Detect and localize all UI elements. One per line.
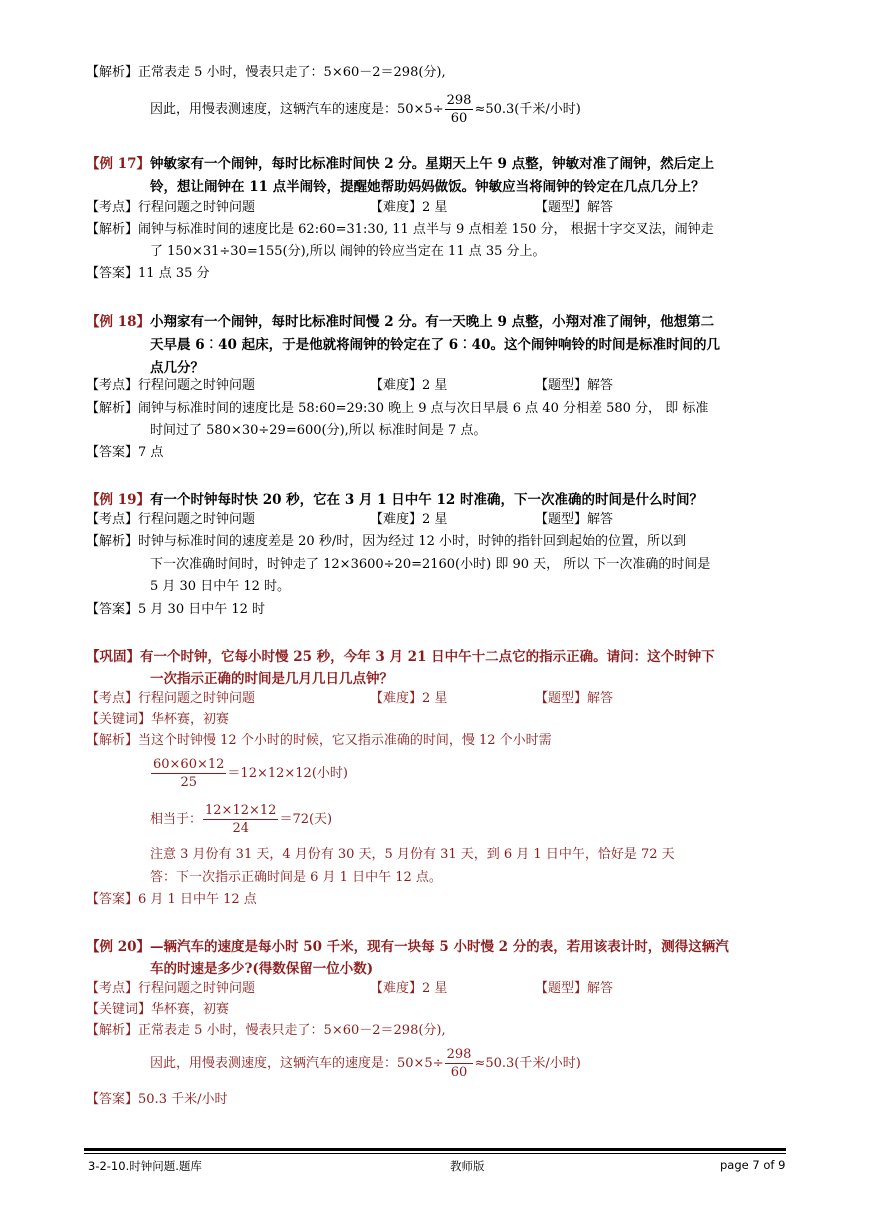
ex18-meta: 【考点】行程问题之时钟问题: [86, 378, 256, 393]
example-label: 【例 19】: [86, 492, 150, 508]
ex19-meta: 【考点】行程问题之时钟问题: [86, 512, 256, 527]
ex19-jiexi-line3: 5 月 30 日中午 12 时。: [150, 579, 291, 594]
ex18-question-line3: 点几分？: [150, 360, 204, 376]
ex20-meta: 【考点】行程问题之时钟问题: [86, 981, 256, 996]
ex19-answer: 【答案】5 月 30 日中午 12 时: [86, 602, 266, 617]
footer-rule-thick: [84, 1148, 786, 1151]
ex17-difficulty: 【难度】2 星: [370, 200, 448, 215]
footer-edition: 教师版: [450, 1159, 485, 1173]
ex20-keywords: 【关键词】华杯赛，初赛: [86, 1002, 230, 1017]
ex18-type: 【题型】解答: [535, 378, 614, 393]
fraction: $\frac{60\times 60\times 12}{25}$: [153, 757, 225, 790]
top-jiexi-line1: 【解析】正常表走 5 小时，慢表只走了：5×60－2＝298(分),: [86, 65, 446, 80]
footer-rule-thin: [84, 1153, 786, 1154]
gonggu-jiexi-line5: 答：下一次指示正确时间是 6 月 1 日中午 12 点。: [150, 870, 442, 885]
ex20-answer: 【答案】50.3 千米/小时: [86, 1092, 228, 1107]
gonggu-keywords: 【关键词】华杯赛，初赛: [86, 712, 230, 727]
gonggu-meta: 【考点】行程问题之时钟问题: [86, 691, 256, 706]
ex17-answer: 【答案】11 点 35 分: [86, 266, 210, 281]
gonggu-formula1: $\frac{60\times 60\times 12}{25}$ ＝12×12×12(小时): [153, 757, 348, 790]
gonggu-answer: 【答案】6 月 1 日中午 12 点: [86, 892, 257, 907]
ex18-question-line1: 【例 18】小翔家有一个闹钟，每时比标准时间慢 2 分。有一天晚上 9 点整，小翔对准了闹钟，他想第二: [86, 314, 715, 330]
ex19-type: 【题型】解答: [535, 512, 614, 527]
ex20-question-line1: 【例 20】—辆汽车的速度是每小时 50 千米，现有一块每 5 小时慢 2 分的表，若用该表计时，测得这辆汽: [86, 939, 729, 955]
ex19-difficulty: 【难度】2 星: [370, 512, 448, 527]
ex20-type: 【题型】解答: [535, 981, 614, 996]
ex19-jiexi-line2: 下一次准确时间时，时钟走了 12×3600÷20=2160(小时) 即 90 天， 所以 下一次准确的时间是: [150, 557, 711, 572]
ex20-question-line2: 车的时速是多少?(得数保留一位小数): [150, 961, 374, 977]
gonggu-jiexi-line4: 注意 3 月份有 31 天，4 月份有 30 天，5 月份有 31 天，到 6 月 1 日中午，恰好是 72 天: [150, 847, 675, 862]
example-label: 【例 18】: [86, 314, 150, 330]
ex17-type: 【题型】解答: [535, 200, 614, 215]
gonggu-type: 【题型】解答: [535, 691, 614, 706]
ex18-jiexi-line1: 【解析】闹钟与标准时间的速度比是 58:60=29:30 晚上 9 点与次日早晨 6 点 40 分相差 580 分， 即 标准: [86, 401, 709, 416]
ex17-question-line1: 【例 17】钟敏家有一个闹钟，每时比标准时间快 2 分。星期天上午 9 点整，钟敏对准了闹钟，然后定上: [86, 156, 715, 172]
ex20-jiexi-line2: 因此，用慢表测速度，这辆汽车的速度是：50×5÷ $\frac{298}{60}$ ≈50.3(千米/小时): [150, 1047, 581, 1080]
example-label: 【巩固】: [86, 649, 140, 665]
top-jiexi-line2: 因此，用慢表测速度，这辆汽车的速度是：50×5÷ $\frac{298}{60}$ ≈50.3(千米/小时): [150, 93, 581, 126]
ex17-question-line2: 铃，想让闹钟在 11 点半闹铃，提醒她帮助妈妈做饭。钟敏应当将闹钟的铃定在几点几分上？: [150, 179, 705, 195]
gonggu-formula2: 相当于： $\frac{12\times 12\times 12}{24}$ ＝72(天): [150, 803, 333, 836]
ex20-difficulty: 【难度】2 星: [370, 981, 448, 996]
fraction: $\frac{298}{60}$: [446, 1047, 472, 1080]
ex18-question-line2: 天早晨 6︰40 起床，于是他就将闹钟的铃定在了 6︰40。这个闹钟响铃的时间是标准时间的几: [150, 337, 720, 353]
gonggu-jiexi-line1: 【解析】当这个时钟慢 12 个小时的时候，它又指示准确的时间，慢 12 个小时需: [86, 733, 552, 748]
ex18-difficulty: 【难度】2 星: [370, 378, 448, 393]
jiexi-tag: 【解析】: [86, 65, 139, 80]
ex19-jiexi-line1: 【解析】时钟与标准时间的速度差是 20 秒/时，因为经过 12 小时，时钟的指针回到起始的位置，所以到: [86, 534, 687, 549]
ex17-jiexi-line2: 了 150×31÷30=155(分),所以 闹钟的铃应当定在 11 点 35 分上。: [150, 244, 546, 259]
ex17-meta: 【考点】行程问题之时钟问题: [86, 200, 256, 215]
gonggu-difficulty: 【难度】2 星: [370, 691, 448, 706]
fraction: $\frac{12\times 12\times 12}{24}$: [205, 803, 277, 836]
fraction: $\frac{298}{60}$: [446, 93, 472, 126]
gonggu-question-line1: 【巩固】有一个时钟，它每小时慢 25 秒，今年 3 月 21 日中午十二点它的指示正确。请问：这个时钟下: [86, 649, 715, 665]
ex17-jiexi-line1: 【解析】闹钟与标准时间的速度比是 62:60=31:30, 11 点半与 9 点相差 150 分， 根据十字交叉法，闹钟走: [86, 222, 714, 237]
example-label: 【例 20】: [86, 939, 150, 955]
footer-source: 3-2-10.时钟问题.题库: [88, 1159, 202, 1173]
footer-page-number: page 7 of 9: [720, 1158, 786, 1172]
ex18-jiexi-line2: 时间过了 580×30÷29=600(分),所以 标准时间是 7 点。: [150, 423, 487, 438]
example-label: 【例 17】: [86, 156, 150, 172]
ex18-answer: 【答案】7 点: [86, 445, 164, 460]
gonggu-question-line2: 一次指示正确的时间是几月几日几点钟？: [150, 671, 393, 687]
ex20-jiexi-line1: 【解析】正常表走 5 小时，慢表只走了：5×60－2＝298(分),: [86, 1023, 446, 1038]
ex19-question-line1: 【例 19】有一个时钟每时快 20 秒，它在 3 月 1 日中午 12 时准确，下一次准确的时间是什么时间？: [86, 492, 703, 508]
